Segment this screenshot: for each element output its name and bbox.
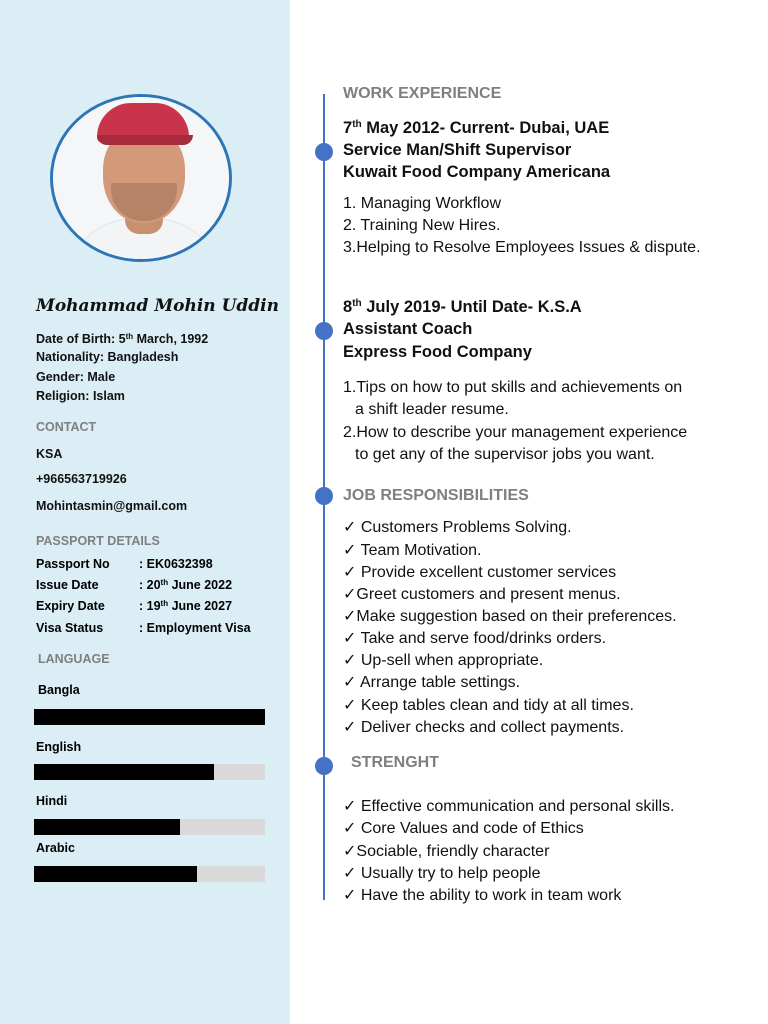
responsibility-item: ✓ Keep tables clean and tidy at all times. [343,697,634,714]
language-label-hindi: Hindi [36,794,68,808]
contact-email[interactable]: Mohintasmin@gmail.com [36,499,188,513]
religion: Religion: Islam [36,389,125,403]
visa-status-value: : Employment Visa [139,621,251,635]
profile-photo [50,94,232,262]
strength-item: ✓ Core Values and code of Ethics [343,820,584,837]
passport-number-label: Passport No [36,557,110,571]
job-1-point: 3.Helping to Resolve Employees Issues & dispute. [343,239,701,256]
strength-item: ✓ Have the ability to work in team work [343,887,622,904]
strength-item: ✓ Usually try to help people [343,865,541,882]
expiry-date-value: : 19th June 2027 [139,599,233,613]
language-heading: LANGUAGE [38,652,110,666]
candidate-name: Mohammad Mohin Uddin [36,296,279,316]
language-bar-bangla [34,709,265,725]
job-2-point: to get any of the supervisor jobs you want. [355,446,655,463]
language-label-arabic: Arabic [36,841,75,855]
contact-phone[interactable]: +966563719926 [36,472,127,486]
responsibility-item: ✓ Provide excellent customer services [343,564,617,581]
responsibility-item: ✓ Team Motivation. [343,542,482,559]
strength-item: ✓ Effective communication and personal skills. [343,798,675,815]
contact-heading: CONTACT [36,420,97,434]
sidebar [0,0,290,1024]
language-label-bangla: Bangla [38,683,80,697]
language-fill-hindi [34,819,180,835]
job-2-title: Assistant Coach [343,320,473,338]
job-1-point: 1. Managing Workflow [343,195,501,212]
language-fill-arabic [34,866,197,882]
job-1-company: Kuwait Food Company Americana [343,163,611,181]
strength-item: ✓Sociable, friendly character [343,843,550,860]
passport-number-value: : EK0632398 [139,557,213,571]
timeline-dot-job-2 [315,322,333,340]
language-bar-hindi [34,819,265,835]
job-2-date: 8th July 2019- Until Date- K.S.A [343,298,582,316]
work-experience-heading: WORK EXPERIENCE [343,85,502,102]
job-2-point: a shift leader resume. [355,401,509,418]
expiry-date-label: Expiry Date [36,599,105,613]
gender: Gender: Male [36,370,116,384]
timeline-dot-responsibilities [315,487,333,505]
responsibility-item: ✓ Take and serve food/drinks orders. [343,630,607,647]
responsibility-item: ✓ Deliver checks and collect payments. [343,719,625,736]
visa-status-label: Visa Status [36,621,104,635]
job-2-point: 1.Tips on how to put skills and achievements on [343,379,683,396]
job-1-point: 2. Training New Hires. [343,217,501,234]
date-of-birth: Date of Birth: 5th March, 1992 [36,332,209,346]
responsibility-item: ✓ Arrange table settings. [343,674,521,691]
responsibility-item: ✓ Up-sell when appropriate. [343,652,544,669]
responsibility-item: ✓ Customers Problems Solving. [343,519,572,536]
language-label-english: English [36,740,82,754]
strength-heading: STRENGHT [351,754,439,771]
responsibility-item: ✓Make suggestion based on their preferences. [343,608,677,625]
language-fill-english [34,764,214,780]
passport-heading: PASSPORT DETAILS [36,534,160,548]
language-bar-arabic [34,866,265,882]
timeline-dot-job-1 [315,143,333,161]
job-1-title: Service Man/Shift Supervisor [343,141,572,159]
contact-location: KSA [36,447,63,461]
issue-date-label: Issue Date [36,578,99,592]
issue-date-value: : 20th June 2022 [139,578,233,592]
nationality: Nationality: Bangladesh [36,350,179,364]
language-bar-english [34,764,265,780]
responsibility-item: ✓Greet customers and present menus. [343,586,621,603]
language-fill-bangla [34,709,265,725]
job-1-date: 7th May 2012- Current- Dubai, UAE [343,119,610,137]
timeline-dot-strength [315,757,333,775]
job-responsibilities-heading: JOB RESPONSIBILITIES [343,487,529,504]
job-2-company: Express Food Company [343,343,532,361]
job-2-point: 2.How to describe your management experience [343,424,688,441]
